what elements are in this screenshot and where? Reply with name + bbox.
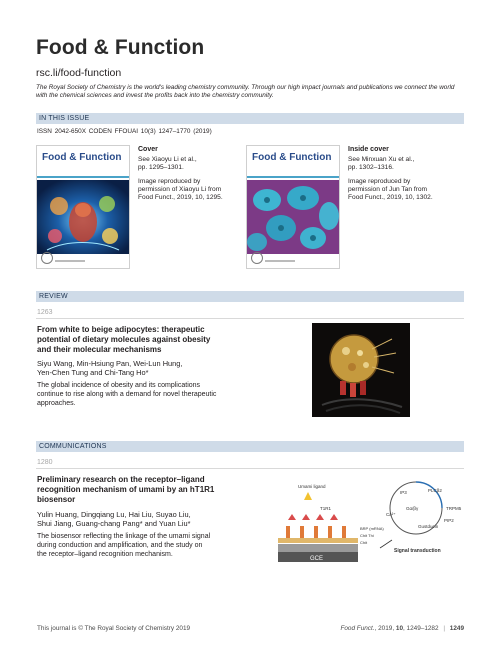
cover-strip xyxy=(247,176,339,178)
section-bar-communications: COMMUNICATIONS xyxy=(36,441,464,452)
article-divider xyxy=(36,468,464,469)
diagram-label: Gustducin xyxy=(418,524,439,529)
article-abstract: the receptor–ligand recognition mechanism. xyxy=(37,551,173,558)
communications-graphic xyxy=(268,470,468,582)
article-title-line[interactable]: recognition mechanism of umami by an hT1R1 xyxy=(37,485,215,494)
footer-separator: | xyxy=(443,625,445,632)
article-divider xyxy=(36,318,464,319)
article-authors: Yulin Huang, Dingqiang Lu, Hai Liu, Suyao Liu, xyxy=(37,510,191,519)
journal-title: Food & Function xyxy=(36,36,205,59)
cover-credit-line: Image reproduced by xyxy=(348,178,411,185)
article-authors: Siyu Wang, Min-Hsiung Pan, Wei-Lun Hung, xyxy=(37,359,183,368)
cover-pages: pp. 1302–1316. xyxy=(348,164,394,171)
cover-credit-line: Food Funct., 2019, 10, 1295. xyxy=(138,194,223,201)
rsc-logo-icon xyxy=(251,252,263,264)
cover-title xyxy=(252,153,331,163)
cover-title xyxy=(42,153,121,163)
footer-copyright: This journal is © The Royal Society of Chemistry 2019 xyxy=(37,625,191,632)
review-graphic xyxy=(312,323,410,417)
cover-pages: pp. 1295–1301. xyxy=(138,164,184,171)
cover-see-line: See Xiaoyu Li et al., xyxy=(138,156,197,163)
cover-footer-line xyxy=(55,260,85,262)
article-title-line[interactable]: potential of dietary molecules against obesity xyxy=(37,335,211,344)
diagram-label: Umami ligand xyxy=(298,484,326,489)
section-bar-in-this-issue: IN THIS ISSUE xyxy=(36,113,464,124)
article-abstract: during conduction and amplification, and the study on xyxy=(37,542,203,549)
diagram-label: Gα/βγ xyxy=(406,506,419,511)
article-title-line[interactable]: and their molecular mechanisms xyxy=(37,345,162,354)
issn-line: ISSN 2042-650X CODEN FFOUAI 10(3) 1247–1770 (2019) xyxy=(37,128,212,135)
section-bar-review: REVIEW xyxy=(36,291,464,302)
footer-citation xyxy=(340,625,464,632)
cover-credit-line: Food Funct., 2019, 10, 1302. xyxy=(348,194,433,201)
article-title-line[interactable]: Preliminary research on the receptor–ligand xyxy=(37,475,205,484)
diagram-label: PIP2 xyxy=(444,518,454,523)
article-page-number: 1280 xyxy=(37,459,53,466)
cover-credit-line: permission of Jun Tan from xyxy=(348,186,428,193)
chit-layer xyxy=(278,538,358,543)
cover-heading: Cover xyxy=(138,146,158,153)
cover-title-text: Food & Function xyxy=(42,152,122,163)
diagram-label: Chit xyxy=(360,540,368,545)
diagram-label: GCE xyxy=(310,556,324,562)
diagram-label: PLCβ2 xyxy=(428,488,442,493)
article-authors: Yen-Chen Tung and Chi-Tang Ho* xyxy=(37,368,149,377)
cover-credit-line: Image reproduced by xyxy=(138,178,201,185)
diagram-label: Ca²⁺ xyxy=(386,512,396,517)
footer-page-number: 1249 xyxy=(449,625,464,632)
footer-pages: , 1249–1282 xyxy=(403,625,439,632)
diagram-label: TRPM5 xyxy=(446,506,462,511)
article-abstract: The global incidence of obesity and its complications xyxy=(37,382,201,389)
gce-layer xyxy=(278,544,358,552)
cover-image-front xyxy=(36,145,130,269)
footer-volume: 10 xyxy=(395,625,403,632)
article-page-number: 1263 xyxy=(37,309,53,316)
article-title-line[interactable]: biosensor xyxy=(37,495,76,504)
rsc-logo-icon xyxy=(41,252,53,264)
cover-artwork-inside xyxy=(247,180,339,254)
cover-credit-line: permission of Xiaoyu Li from xyxy=(138,186,222,193)
footer-journal: Food Funct. xyxy=(340,625,375,632)
diagram-label: Signal transduction xyxy=(394,548,441,554)
article-authors: Shui Jiang, Guang-chang Pang* and Yuan Liu* xyxy=(37,519,191,528)
diagram-label: T1R1 xyxy=(320,506,332,511)
article-abstract: continue to rise along with a demand for novel therapeutic xyxy=(37,391,217,398)
article-title-line[interactable]: From white to beige adipocytes: therapeutic xyxy=(37,325,205,334)
cover-heading: Inside cover xyxy=(348,146,389,153)
cover-title-text: Food & Function xyxy=(252,152,332,163)
footer-year: , 2019, xyxy=(374,625,396,632)
cover-footer-line xyxy=(265,260,295,262)
journal-tagline: The Royal Society of Chemistry is the world's leading chemistry community. Through our high impact journals and publications we connect the world with the chemical sciences and invest the profits back into the chemistry community. xyxy=(36,84,455,100)
cover-artwork-front xyxy=(37,180,129,254)
journal-url[interactable]: rsc.li/food-function xyxy=(36,67,122,79)
cover-see-line: See Minxuan Xu et al., xyxy=(348,156,415,163)
diagram-label: Chit Thi xyxy=(360,533,374,538)
article-abstract: The biosensor reflecting the linkage of the umami signal xyxy=(37,533,211,540)
cover-strip xyxy=(37,176,129,178)
cover-image-inside xyxy=(246,145,340,269)
diagram-label: IP3 xyxy=(400,490,407,495)
diagram-label: BRP (mRNA) xyxy=(360,526,384,531)
article-abstract: approaches. xyxy=(37,400,76,407)
